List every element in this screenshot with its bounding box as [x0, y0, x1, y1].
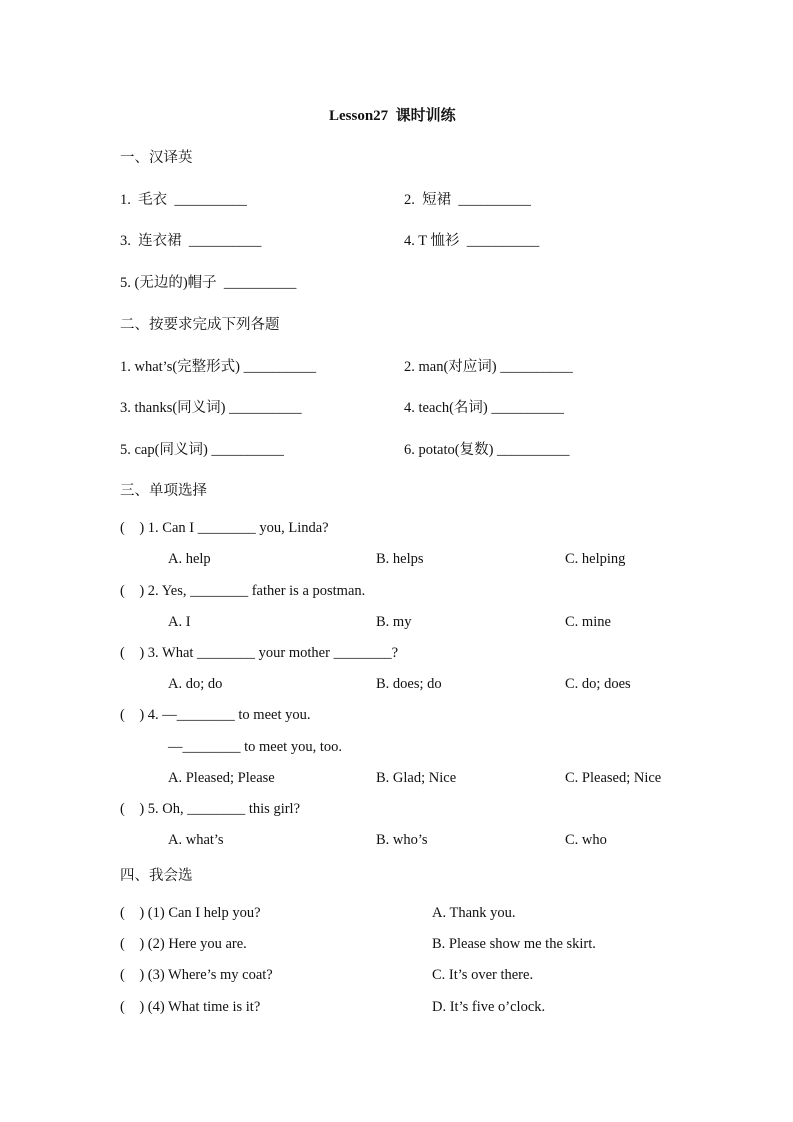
option: A. what’s: [168, 832, 224, 848]
question-stem: ( ) 2. Yes, ________ father is a postman.: [120, 583, 366, 599]
match-left: ( ) (2) Here you are.: [120, 936, 247, 952]
option: B. Glad; Nice: [376, 770, 457, 786]
option: A. I: [168, 614, 191, 630]
page-title: Lesson27 课时训练: [329, 108, 456, 124]
option: C. helping: [565, 551, 626, 567]
s1-item: 3. 连衣裙 __________: [120, 233, 262, 249]
s2-item: 4. teach(名词) __________: [404, 400, 564, 416]
s2-item: 1. what’s(完整形式) __________: [120, 359, 317, 375]
section-4-heading: 四、我会选: [120, 868, 193, 884]
s2-item: 6. potato(复数) __________: [404, 442, 570, 458]
match-right: B. Please show me the skirt.: [432, 936, 596, 952]
option: C. do; does: [565, 676, 631, 692]
match-right: D. It’s five o’clock.: [432, 999, 546, 1015]
option: B. helps: [376, 551, 424, 567]
s1-item: 1. 毛衣 __________: [120, 192, 247, 208]
match-right: A. Thank you.: [432, 905, 516, 921]
section-1-heading: 一、汉译英: [120, 150, 193, 166]
question-stem: ( ) 5. Oh, ________ this girl?: [120, 801, 301, 817]
option: C. Pleased; Nice: [565, 770, 662, 786]
s1-item: 2. 短裙 __________: [404, 192, 531, 208]
option: C. who: [565, 832, 607, 848]
match-left: ( ) (3) Where’s my coat?: [120, 967, 273, 983]
section-3-heading: 三、单项选择: [120, 483, 207, 499]
option: B. who’s: [376, 832, 428, 848]
s1-item: 5. (无边的)帽子 __________: [120, 275, 297, 291]
match-left: ( ) (4) What time is it?: [120, 999, 261, 1015]
section-2-heading: 二、按要求完成下列各题: [120, 317, 280, 333]
question-stem: ( ) 1. Can I ________ you, Linda?: [120, 520, 329, 536]
match-left: ( ) (1) Can I help you?: [120, 905, 261, 921]
option: B. my: [376, 614, 412, 630]
s1-item: 4. T 恤衫 __________: [404, 233, 540, 249]
s2-item: 3. thanks(同义词) __________: [120, 400, 302, 416]
question-stem-line2: —________ to meet you, too.: [168, 739, 342, 755]
question-stem: ( ) 4. —________ to meet you.: [120, 707, 311, 723]
question-stem: ( ) 3. What ________ your mother ________?: [120, 645, 399, 661]
s2-item: 2. man(对应词) __________: [404, 359, 573, 375]
option: C. mine: [565, 614, 611, 630]
option: B. does; do: [376, 676, 442, 692]
option: A. Pleased; Please: [168, 770, 275, 786]
s2-item: 5. cap(同义词) __________: [120, 442, 284, 458]
option: A. do; do: [168, 676, 223, 692]
match-right: C. It’s over there.: [432, 967, 534, 983]
option: A. help: [168, 551, 211, 567]
